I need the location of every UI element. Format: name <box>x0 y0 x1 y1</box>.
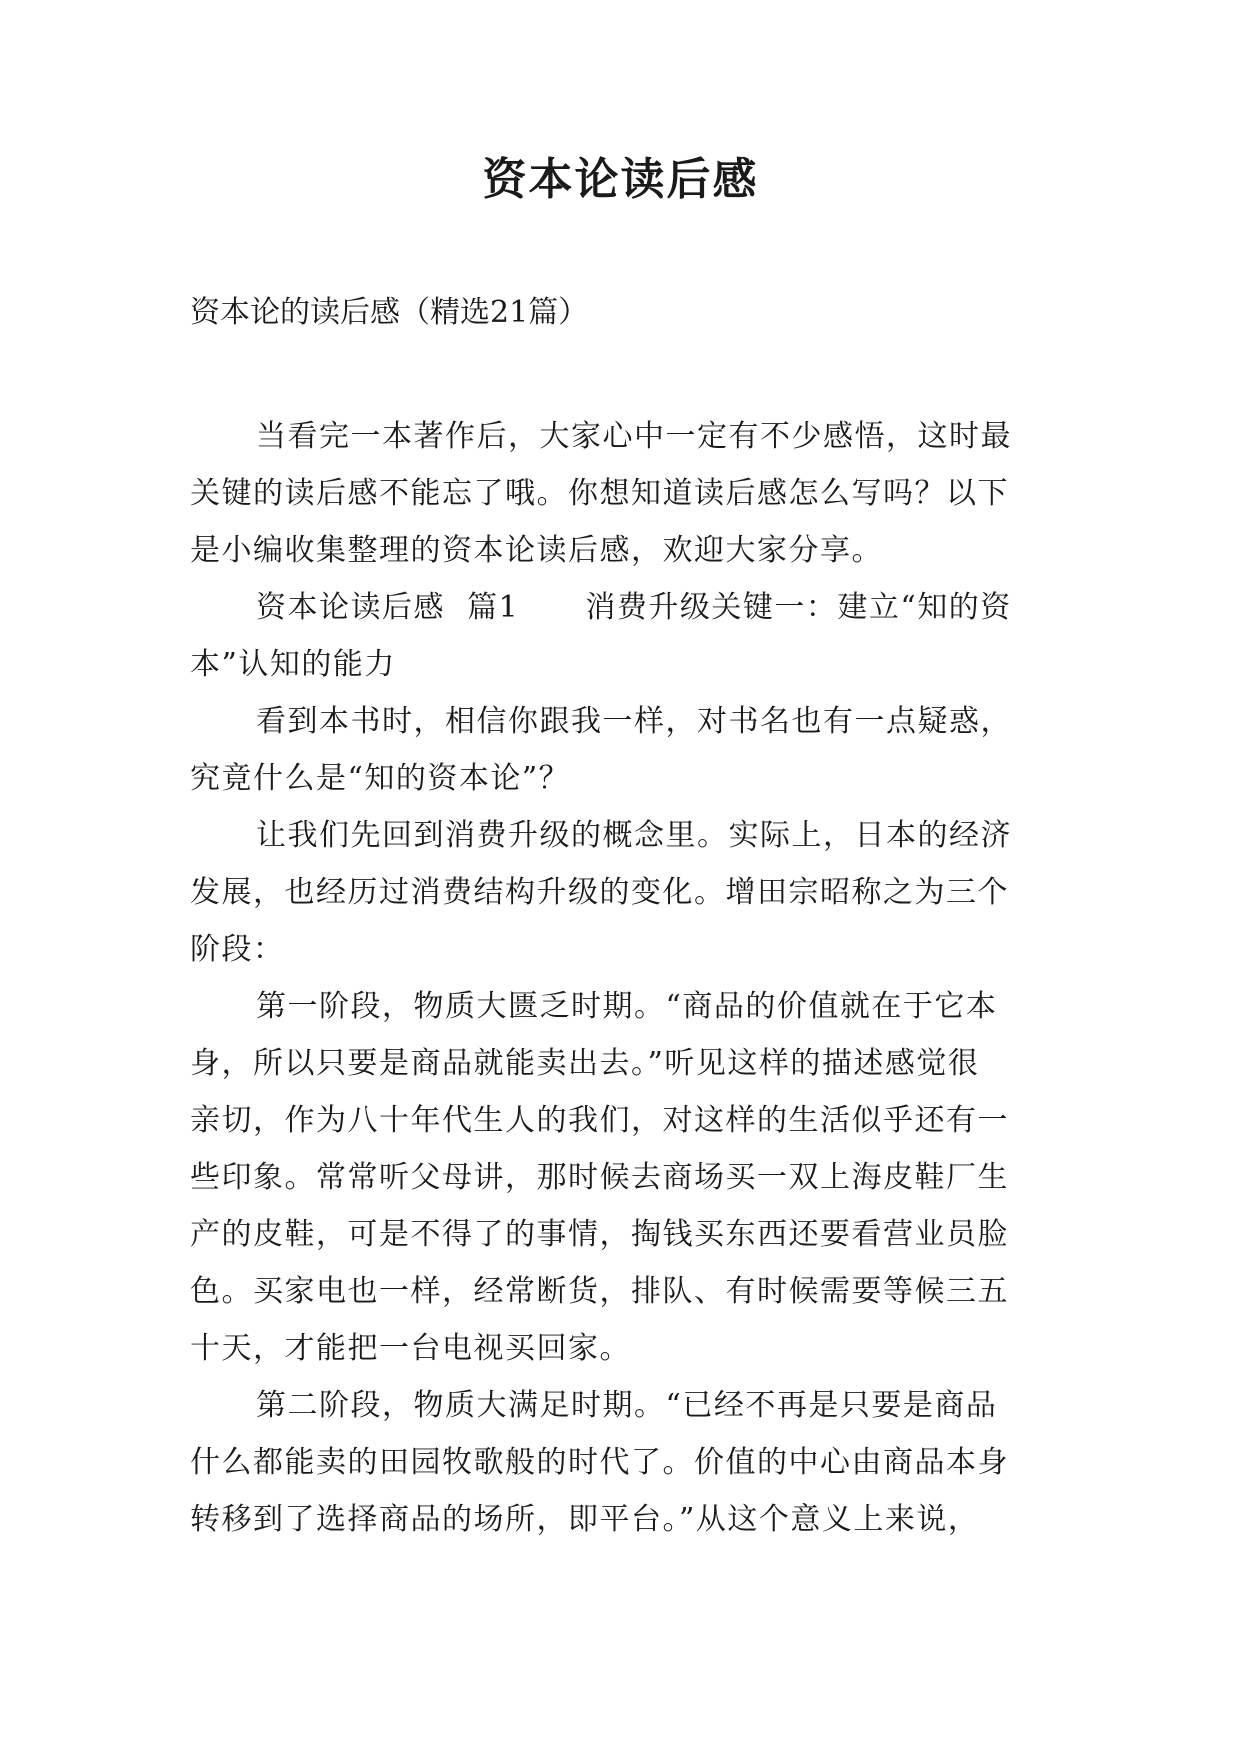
body-line: 发展，也经历过消费结构升级的变化。增田宗昭称之为三个 <box>190 875 1009 910</box>
body-line: 色。买家电也一样，经常断货，排队、有时候需要等候三五 <box>190 1274 1009 1309</box>
body-line: 十天，才能把一台电视买回家。 <box>190 1331 631 1366</box>
section-heading-line: 资本论读后感 篇1 消费升级关键一：建立“知的资 <box>256 590 1012 625</box>
body-line: 是小编收集整理的资本论读后感，欢迎大家分享。 <box>190 533 883 568</box>
article-body <box>190 408 1055 1548</box>
body-line: 第二阶段，物质大满足时期。“已经不再是只要是商品 <box>256 1388 998 1423</box>
section-heading-line: 本”认知的能力 <box>190 647 396 682</box>
body-line: 第一阶段，物质大匮乏时期。“商品的价值就在于它本 <box>256 989 998 1024</box>
document-subtitle: 资本论的读后感（精选21篇） <box>190 295 589 330</box>
body-line: 身，所以只要是商品就能卖出去。”听见这样的描述感觉很 <box>190 1046 980 1081</box>
body-line: 亲切，作为八十年代生人的我们，对这样的生活似乎还有一 <box>190 1103 1009 1138</box>
body-line: 让我们先回到消费升级的概念里。实际上，日本的经济 <box>256 818 1012 853</box>
body-line: 些印象。常常听父母讲，那时候去商场买一双上海皮鞋厂生 <box>190 1160 1009 1195</box>
body-line: 转移到了选择商品的场所，即平台。”从这个意义上来说， <box>190 1502 980 1537</box>
body-line: 什么都能卖的田园牧歌般的时代了。价值的中心由商品本身 <box>190 1445 1009 1480</box>
body-line: 产的皮鞋，可是不得了的事情，掏钱买东西还要看营业员脸 <box>190 1217 1009 1252</box>
body-line: 关键的读后感不能忘了哦。你想知道读后感怎么写吗？以下 <box>190 476 1009 511</box>
body-line: 当看完一本著作后，大家心中一定有不少感悟，这时最 <box>256 419 1012 454</box>
body-line: 阶段： <box>190 932 285 967</box>
body-line: 看到本书时，相信你跟我一样，对书名也有一点疑惑， <box>256 704 1012 739</box>
page-title: 资本论读后感 <box>482 154 759 205</box>
body-line: 究竟什么是“知的资本论”？ <box>190 761 571 796</box>
